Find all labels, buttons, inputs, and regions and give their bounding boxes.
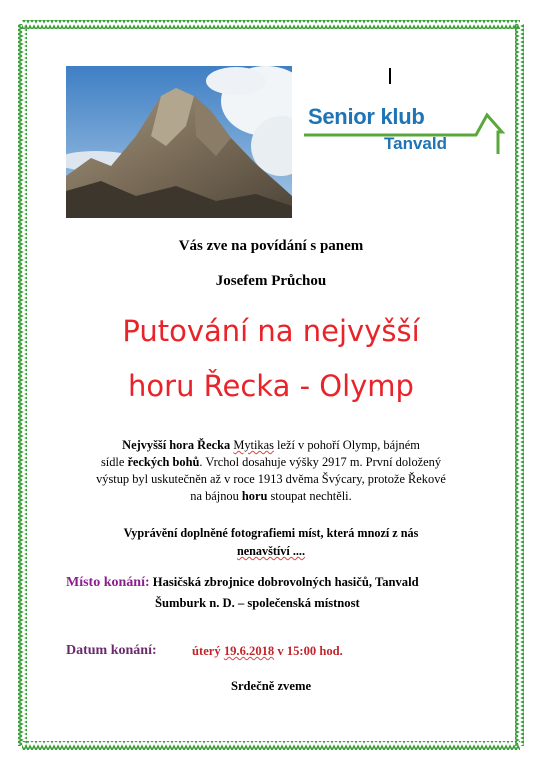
event-date [66,643,343,659]
venue-label: Místo konání: [66,575,150,590]
slides-line-1: Vyprávění doplněné fotografiemi míst, která mnozí z nás [123,526,419,540]
date-number: 19.6.2018 [223,644,275,658]
desc-text: na bájnou [190,489,242,503]
description-line-4 [0,488,542,505]
venue-line-1: Hasičská zbrojnice dobrovolných hasičů, Tanvald [149,575,419,589]
venue-line-2: Šumburk n. D. – společenská místnost [155,596,360,610]
description-line-1 [0,437,542,454]
invitation-line: Vás zve na povídání s panem [178,238,364,254]
date-day: úterý [192,644,224,658]
venue [66,572,419,613]
closing-greeting: Srdečně zveme [230,679,312,693]
date-time: v 15:00 hod. [274,644,343,658]
event-title-line-2: horu Řecka - Olymp [128,369,414,403]
date-value [192,644,343,659]
desc-text: leží v pohoří Olymp, bájném [273,438,420,452]
text-cursor [389,68,391,84]
desc-text: Mytikas [233,438,274,452]
description-line-2 [0,454,542,471]
description-line-3: výstup byl uskutečněn až v roce 1913 dvěma Švýcary, protože Řekové [96,472,446,486]
desc-text: horu [241,489,268,503]
mountain-photo [66,66,292,218]
desc-text: Řecka [197,438,231,452]
desc-text: řeckých bohů [127,455,200,469]
date-label: Datum konání: [66,643,157,658]
desc-text: sídle [100,455,128,469]
senior-klub-logo [302,102,508,158]
event-description [0,437,542,505]
desc-text: Nejvyšší hora [122,438,198,452]
speaker-name: Josefem Průchou [215,273,327,289]
desc-text: stoupat nechtěli. [267,489,352,503]
slides-note [0,524,542,560]
slides-line-2: nenavštíví .... [236,544,306,558]
event-title-line-1: Putování na nejvyšší [122,314,420,348]
desc-text: . Vrchol dosahuje výšky 2917 m. První doložený [199,455,442,469]
logo-title: Senior klub [308,104,425,129]
logo-subtitle: Tanvald [384,134,447,153]
